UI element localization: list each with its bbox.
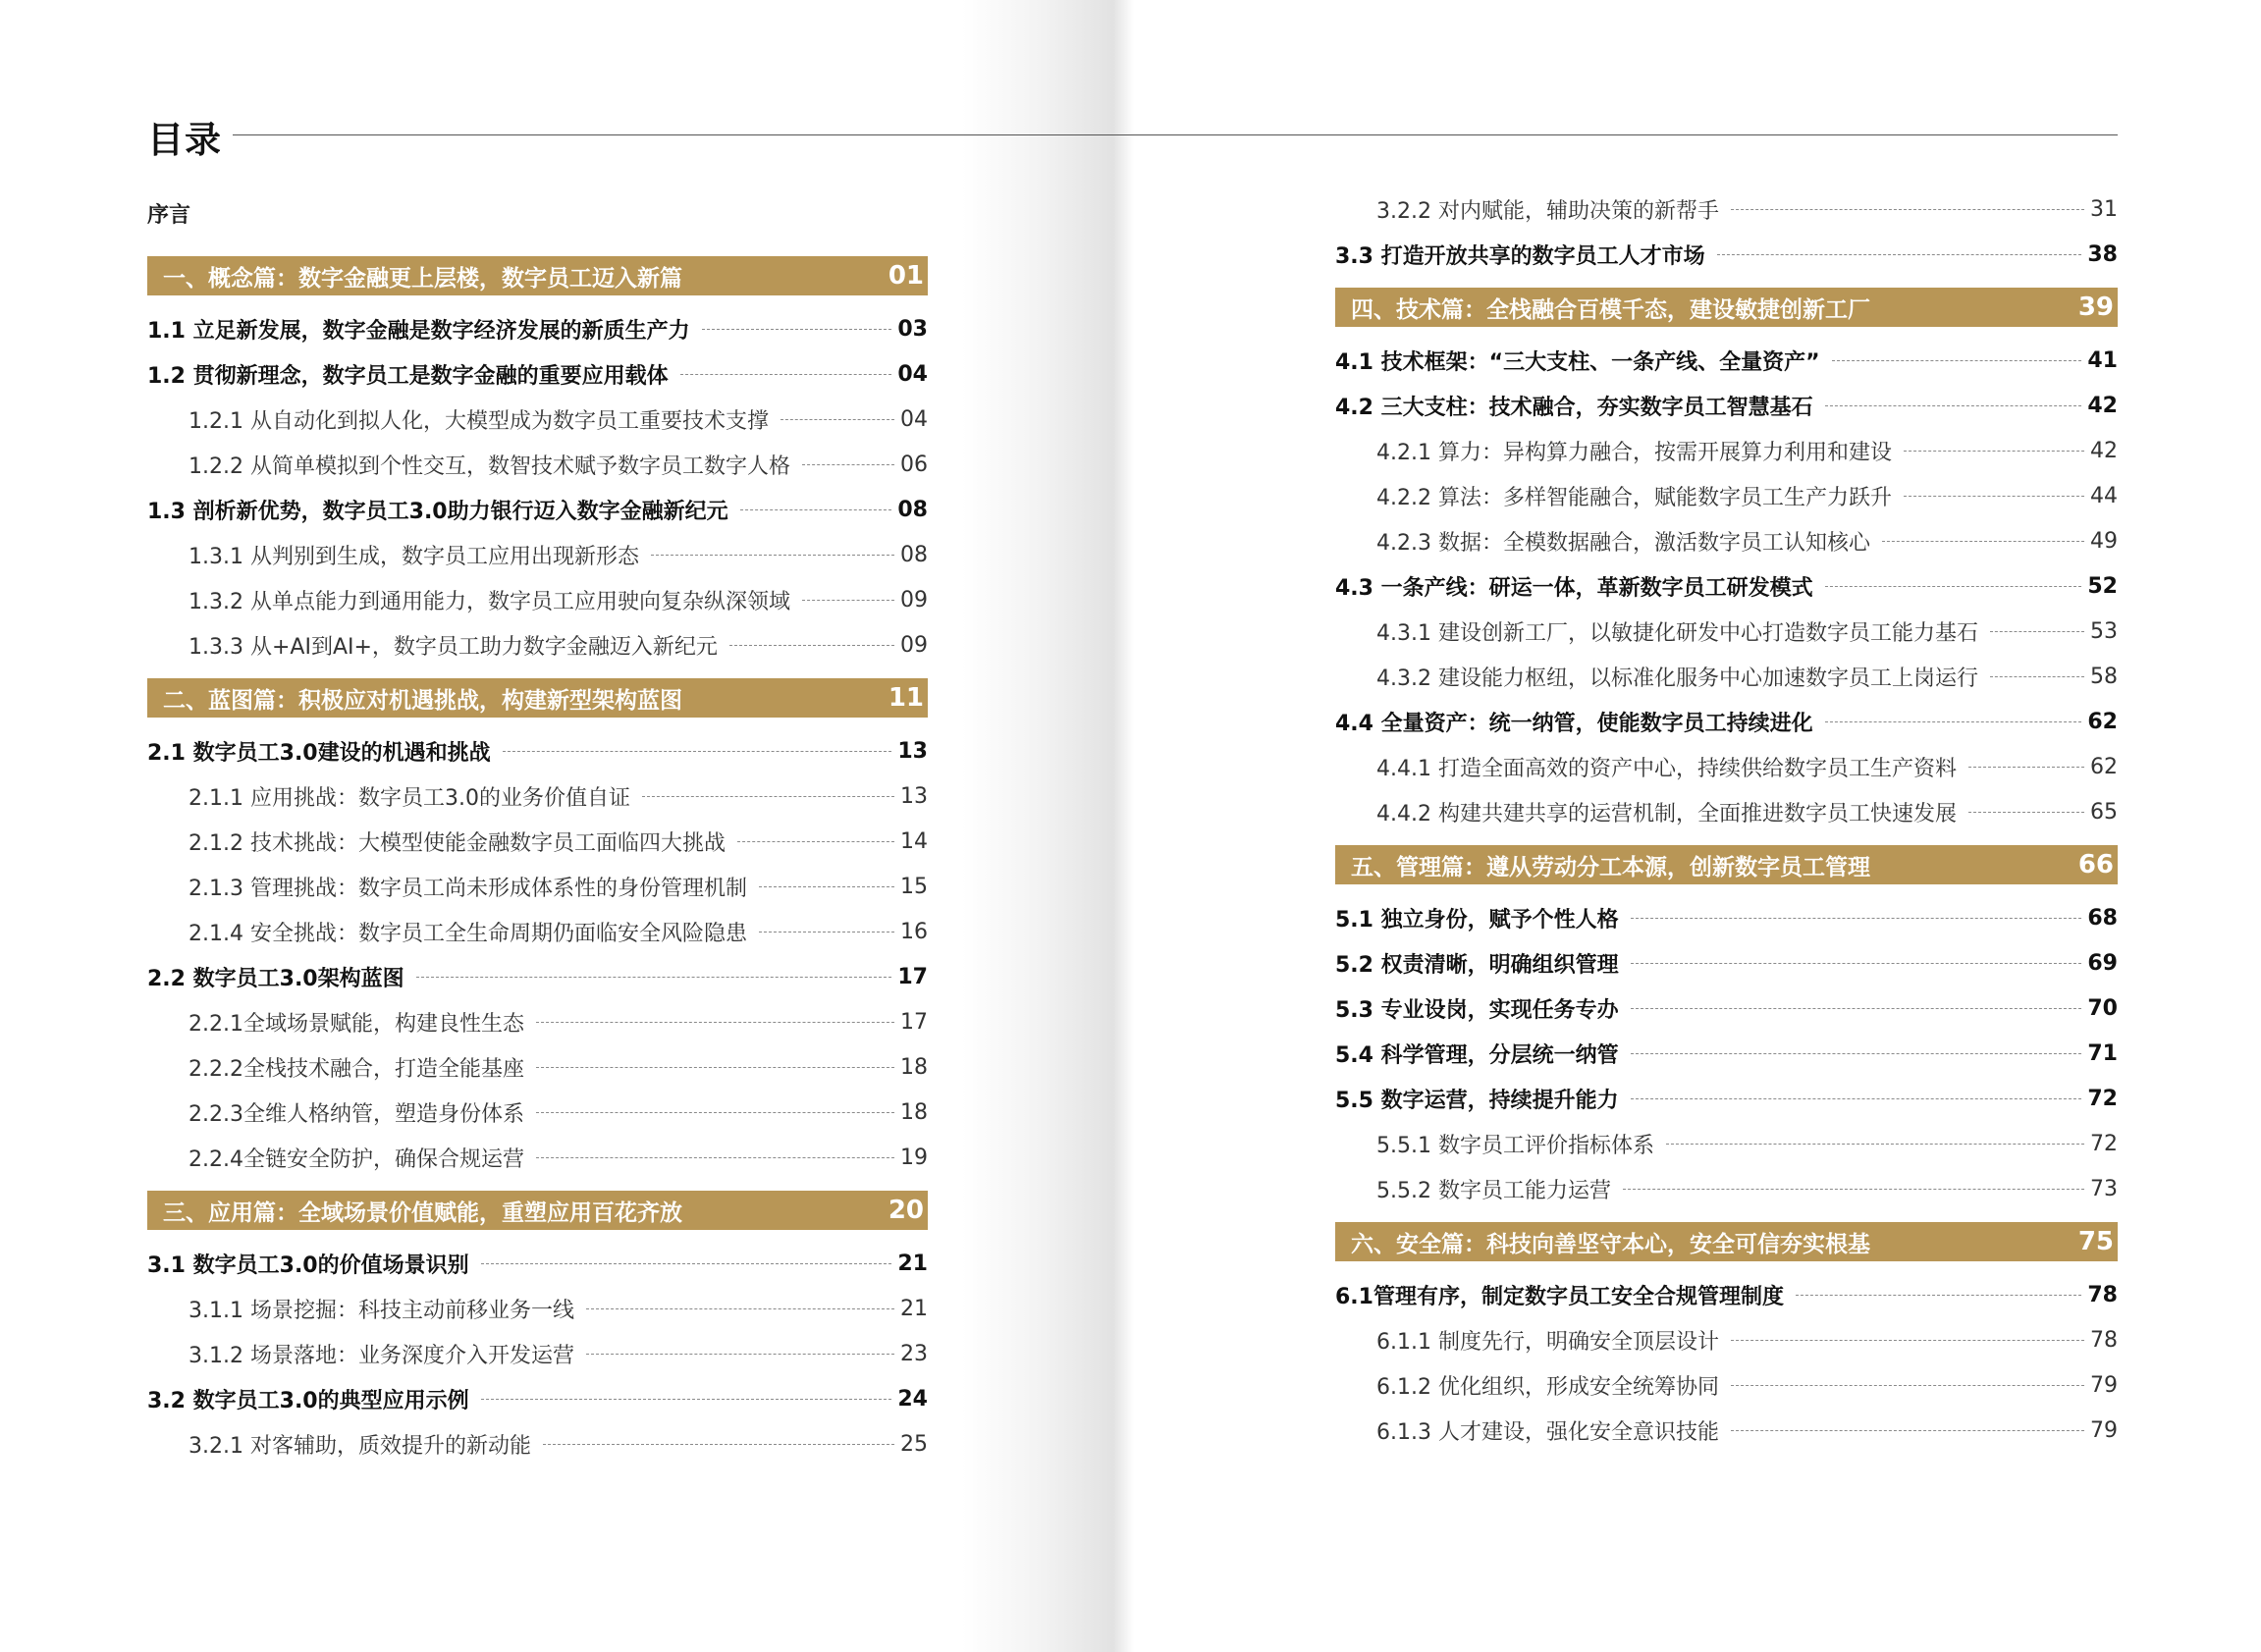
toc-chapter-band[interactable]	[1335, 288, 2118, 327]
toc-subsection-entry[interactable]	[147, 1286, 928, 1331]
toc-leader-dots	[1631, 963, 2082, 964]
toc-entry-title: 4.2.3 数据：全模数据融合，激活数字员工认知核心	[1376, 530, 1870, 556]
toc-entry-page: 17	[897, 964, 928, 989]
toc-entry-title: 2.1 数字员工3.0建设的机遇和挑战	[147, 740, 491, 766]
toc-leader-dots	[1631, 1053, 2082, 1054]
toc-section-entry[interactable]	[1335, 563, 2118, 609]
toc-entry-title: 6.1.2 优化组织，形成安全统筹协同	[1376, 1374, 1719, 1400]
toc-entry-page: 24	[897, 1386, 928, 1412]
toc-subsection-entry[interactable]	[1335, 1317, 2118, 1362]
toc-entry-page: 58	[2090, 664, 2118, 689]
toc-entry-page: 21	[897, 1251, 928, 1276]
toc-subsection-entry[interactable]	[1335, 473, 2118, 518]
toc-section-entry[interactable]	[1335, 1272, 2118, 1317]
toc-leader-dots	[680, 374, 892, 375]
toc-entry-title: 5.2 权责清晰，明确组织管理	[1335, 952, 1619, 978]
toc-leader-dots	[1731, 1340, 2084, 1341]
toc-chapter-title: 五、管理篇：遵从劳动分工本源，创新数字员工管理	[1351, 854, 1870, 880]
toc-entry-page: 06	[900, 452, 928, 477]
toc-subsection-entry[interactable]	[1335, 187, 2118, 232]
toc-section-entry[interactable]	[147, 1376, 928, 1421]
toc-entry-title: 4.3.2 建设能力枢纽，以标准化服务中心加速数字员工上岗运行	[1376, 666, 1978, 691]
toc-entry-title: 5.5.1 数字员工评价指标体系	[1376, 1133, 1654, 1158]
toc-subsection-entry[interactable]	[1335, 789, 2118, 834]
toc-entry-title: 5.5 数字运营，持续提升能力	[1335, 1088, 1619, 1113]
toc-entry-page: 38	[2087, 241, 2118, 267]
toc-entry-title: 4.2.1 算力：异构算力融合，按需开展算力利用和建设	[1376, 440, 1892, 465]
toc-entry-title: 5.1 独立身份，赋予个性人格	[1335, 907, 1619, 933]
toc-chapter-band[interactable]	[147, 256, 928, 295]
toc-leader-dots	[802, 600, 894, 601]
toc-leader-dots	[536, 1067, 894, 1068]
toc-leader-dots	[1717, 254, 2082, 255]
toc-entry-title: 5.5.2 数字员工能力运营	[1376, 1178, 1611, 1203]
toc-subsection-entry[interactable]	[147, 819, 928, 864]
toc-subsection-entry[interactable]	[1335, 1121, 2118, 1166]
toc-section-entry[interactable]	[147, 351, 928, 397]
toc-entry-page: 42	[2090, 438, 2118, 463]
toc-entry-title: 6.1.1 制度先行，明确安全顶层设计	[1376, 1329, 1719, 1355]
toc-leader-dots	[481, 1263, 892, 1264]
toc-entry-page: 41	[2087, 347, 2118, 373]
toc-entry-page: 69	[2087, 950, 2118, 976]
toc-leader-dots	[1623, 1189, 2084, 1190]
toc-entry-page: 71	[2087, 1040, 2118, 1066]
toc-leader-dots	[1825, 405, 2082, 406]
toc-entry-page: 68	[2087, 905, 2118, 931]
toc-entry-title: 5.4 科学管理，分层统一纳管	[1335, 1042, 1619, 1068]
toc-entry-title: 4.4.1 打造全面高效的资产中心，持续供给数字员工生产资料	[1376, 756, 1957, 781]
toc-entry-title: 2.1.3 管理挑战：数字员工尚未形成体系性的身份管理机制	[188, 876, 747, 901]
toc-leader-dots	[1990, 631, 2084, 632]
toc-leader-dots	[1666, 1144, 2084, 1145]
toc-entry-title: 1.3.1 从判别到生成，数字员工应用出现新形态	[188, 544, 639, 569]
toc-subsection-entry[interactable]	[147, 622, 928, 667]
toc-leader-dots	[642, 796, 894, 797]
toc-leader-dots	[1904, 496, 2084, 497]
toc-entry-page: 72	[2090, 1131, 2118, 1156]
toc-entry-page: 09	[900, 632, 928, 658]
toc-entry-page: 23	[900, 1341, 928, 1366]
toc-chapter-title: 六、安全篇：科技向善坚守本心，安全可信夯实根基	[1351, 1231, 1870, 1257]
toc-entry-title: 2.2.1全域场景赋能，构建良性生态	[188, 1011, 524, 1037]
toc-subsection-entry[interactable]	[147, 577, 928, 622]
toc-entry-title: 3.3 打造开放共享的数字员工人才市场	[1335, 243, 1705, 269]
toc-entry-title: 2.2 数字员工3.0架构蓝图	[147, 966, 404, 991]
toc-entry-page: 18	[900, 1099, 928, 1125]
toc-chapter-band[interactable]	[147, 678, 928, 718]
toc-entry-page: 03	[897, 316, 928, 342]
toc-subsection-entry[interactable]	[147, 999, 928, 1044]
toc-section-entry[interactable]	[147, 306, 928, 351]
toc-subsection-entry[interactable]	[1335, 428, 2118, 473]
toc-chapter-title: 四、技术篇：全栈融合百模千态，建设敏捷创新工厂	[1351, 296, 1870, 323]
toc-chapter-page: 01	[888, 261, 924, 291]
toc-section-entry[interactable]	[1335, 338, 2118, 383]
toc-leader-dots	[536, 1022, 894, 1023]
toc-entry-title: 2.1.1 应用挑战：数字员工3.0的业务价值自证	[188, 785, 630, 811]
toc-leader-dots	[1731, 1385, 2084, 1386]
toc-entry-page: 44	[2090, 483, 2118, 508]
toc-section-entry[interactable]	[147, 728, 928, 773]
toc-subsection-entry[interactable]	[1335, 1408, 2118, 1453]
toc-leader-dots	[1832, 360, 2082, 361]
toc-entry-page: 16	[900, 919, 928, 944]
toc-entry-title: 3.1.2 场景落地：业务深度介入开发运营	[188, 1343, 574, 1368]
toc-entry-title: 2.2.4全链安全防护，确保合规运营	[188, 1146, 524, 1172]
toc-entry-page: 53	[2090, 618, 2118, 644]
toc-chapter-band[interactable]	[1335, 1222, 2118, 1261]
toc-entry-page: 04	[897, 361, 928, 387]
toc-entry-title: 1.1 立足新发展，数字金融是数字经济发展的新质生产力	[147, 318, 690, 344]
toc-chapter-band[interactable]	[1335, 845, 2118, 884]
toc-entry-title: 6.1.3 人才建设，强化安全意识技能	[1376, 1419, 1719, 1445]
toc-leader-dots	[1825, 586, 2082, 587]
toc-entry-page: 65	[2090, 799, 2118, 825]
toc-subsection-entry[interactable]	[147, 1135, 928, 1180]
toc-section-entry[interactable]	[1335, 1031, 2118, 1076]
toc-entry-page: 78	[2087, 1282, 2118, 1307]
toc-leader-dots	[802, 464, 894, 465]
toc-leader-dots	[1968, 812, 2084, 813]
toc-section-entry[interactable]	[1335, 383, 2118, 428]
toc-entry-title: 2.2.3全维人格纳管，塑造身份体系	[188, 1101, 524, 1127]
toc-entry-page: 04	[900, 406, 928, 432]
toc-entry-title: 1.3.3 从+AI到AI+，数字员工助力数字金融迈入新纪元	[188, 634, 718, 660]
toc-entry-title: 4.2.2 算法：多样智能融合，赋能数字员工生产力跃升	[1376, 485, 1892, 510]
toc-subsection-entry[interactable]	[1335, 654, 2118, 699]
toc-subsection-entry[interactable]	[1335, 744, 2118, 789]
toc-leader-dots	[651, 555, 894, 556]
toc-entry-title: 6.1管理有序，制定数字员工安全合规管理制度	[1335, 1284, 1784, 1309]
toc-chapter-page: 66	[2077, 850, 2114, 879]
toc-leader-dots	[702, 329, 892, 330]
toc-entry-title: 3.2 数字员工3.0的典型应用示例	[147, 1388, 469, 1413]
toc-subsection-entry[interactable]	[147, 1090, 928, 1135]
toc-entry-title: 4.1 技术框架：“三大支柱、一条产线、全量资产”	[1335, 349, 1820, 375]
toc-left-column	[147, 187, 928, 1466]
toc-leader-dots	[586, 1354, 894, 1355]
toc-leader-dots	[536, 1157, 894, 1158]
toc-entry-title: 4.2 三大支柱：技术融合，夯实数字员工智慧基石	[1335, 395, 1813, 420]
toc-entry-page: 09	[900, 587, 928, 613]
toc-chapter-page: 75	[2077, 1227, 2114, 1256]
toc-leader-dots	[1631, 1008, 2082, 1009]
toc-leader-dots	[759, 932, 894, 933]
toc-entry-page: 31	[2090, 196, 2118, 222]
toc-leader-dots	[1631, 918, 2082, 919]
toc-entry-page: 42	[2087, 393, 2118, 418]
page-gutter-shadow	[962, 0, 1134, 1652]
toc-chapter-title: 一、概念篇：数字金融更上层楼，数字员工迈入新篇	[163, 265, 682, 292]
toc-subsection-entry[interactable]	[147, 442, 928, 487]
toc-subsection-entry[interactable]	[1335, 518, 2118, 563]
toc-entry-page: 62	[2087, 709, 2118, 734]
toc-entry-page: 13	[897, 738, 928, 764]
toc-section-entry[interactable]	[147, 1241, 928, 1286]
toc-section-entry[interactable]	[1335, 986, 2118, 1031]
toc-entry-title: 4.4 全量资产：统一纳管，使能数字员工持续进化	[1335, 711, 1813, 736]
toc-section-entry[interactable]	[1335, 940, 2118, 986]
toc-leader-dots	[781, 419, 894, 420]
toc-leader-dots	[1631, 1098, 2082, 1099]
toc-entry-title: 1.2.2 从简单模拟到个性交互，数智技术赋予数字员工数字人格	[188, 453, 790, 479]
toc-entry-page: 15	[900, 874, 928, 899]
toc-entry-page: 70	[2087, 995, 2118, 1021]
toc-chapter-title: 二、蓝图篇：积极应对机遇挑战，构建新型架构蓝图	[163, 687, 682, 714]
toc-leader-dots	[737, 841, 894, 842]
toc-entry-title: 4.4.2 构建共建共享的运营机制，全面推进数字员工快速发展	[1376, 801, 1957, 826]
toc-entry-page: 21	[900, 1296, 928, 1321]
toc-leader-dots	[729, 645, 894, 646]
toc-entry-page: 78	[2090, 1327, 2118, 1353]
toc-section-entry[interactable]	[1335, 232, 2118, 277]
toc-leader-dots	[740, 509, 892, 510]
toc-entry-page: 72	[2087, 1086, 2118, 1111]
toc-entry-title: 4.3 一条产线：研运一体，革新数字员工研发模式	[1335, 575, 1813, 601]
toc-subsection-entry[interactable]	[1335, 1362, 2118, 1408]
toc-section-entry[interactable]	[147, 954, 928, 999]
toc-leader-dots	[416, 977, 892, 978]
toc-leader-dots	[1731, 1430, 2084, 1431]
toc-entry-page: 52	[2087, 573, 2118, 599]
toc-leader-dots	[1796, 1295, 2081, 1296]
toc-right-column	[1335, 187, 2118, 1453]
toc-entry-title: 3.1 数字员工3.0的价值场景识别	[147, 1252, 469, 1278]
page-title: 目录	[147, 119, 222, 161]
toc-entry-title: 3.2.1 对客辅助，质效提升的新动能	[188, 1433, 531, 1459]
toc-leader-dots	[481, 1399, 892, 1400]
toc-leader-dots	[759, 886, 894, 887]
toc-subsection-entry[interactable]	[147, 1044, 928, 1090]
toc-chapter-band[interactable]	[147, 1191, 928, 1230]
toc-subsection-entry[interactable]	[147, 397, 928, 442]
title-rule	[233, 134, 2118, 135]
toc-leader-dots	[1968, 767, 2084, 768]
toc-entry-page: 19	[900, 1145, 928, 1170]
toc-entry-page: 79	[2090, 1372, 2118, 1398]
toc-chapter-page: 20	[888, 1196, 924, 1225]
toc-section-entry[interactable]	[147, 487, 928, 532]
toc-subsection-entry[interactable]	[1335, 609, 2118, 654]
toc-entry-title: 1.3.2 从单点能力到通用能力，数字员工应用驶向复杂纵深领域	[188, 589, 790, 614]
toc-entry-title: 3.1.1 场景挖掘：科技主动前移业务一线	[188, 1298, 574, 1323]
toc-leader-dots	[1904, 451, 2084, 452]
toc-entry-page: 73	[2090, 1176, 2118, 1201]
toc-entry-page: 49	[2090, 528, 2118, 554]
toc-section-entry[interactable]	[1335, 1076, 2118, 1121]
toc-leader-dots	[1825, 721, 2082, 722]
toc-subsection-entry[interactable]	[147, 773, 928, 819]
toc-entry-title: 3.2.2 对内赋能，辅助决策的新帮手	[1376, 198, 1719, 224]
toc-entry-page: 14	[900, 828, 928, 854]
toc-entry-page: 18	[900, 1054, 928, 1080]
toc-entry-title: 2.1.2 技术挑战：大模型使能金融数字员工面临四大挑战	[188, 830, 726, 856]
toc-entry-title: 5.3 专业设岗，实现任务专办	[1335, 997, 1619, 1023]
toc-entry-title: 4.3.1 建设创新工厂，以敏捷化研发中心打造数字员工能力基石	[1376, 620, 1978, 646]
toc-leader-dots	[1990, 676, 2084, 677]
toc-entry-page: 08	[900, 542, 928, 567]
toc-leader-dots	[536, 1112, 894, 1113]
toc-leader-dots	[586, 1308, 894, 1309]
toc-entry-title: 2.2.2全栈技术融合，打造全能基座	[188, 1056, 524, 1082]
toc-preface[interactable]: 序言	[147, 203, 191, 228]
toc-leader-dots	[1882, 541, 2084, 542]
toc-entry-page: 25	[900, 1431, 928, 1457]
toc-entry-title: 1.2 贯彻新理念，数字员工是数字金融的重要应用载体	[147, 363, 669, 389]
toc-subsection-entry[interactable]	[147, 532, 928, 577]
toc-chapter-title: 三、应用篇：全域场景价值赋能，重塑应用百花齐放	[163, 1199, 682, 1226]
toc-entry-page: 79	[2090, 1417, 2118, 1443]
toc-section-entry[interactable]	[1335, 699, 2118, 744]
toc-subsection-entry[interactable]	[147, 864, 928, 909]
toc-leader-dots	[503, 751, 892, 752]
toc-entry-title: 2.1.4 安全挑战：数字员工全生命周期仍面临安全风险隐患	[188, 921, 747, 946]
toc-chapter-page: 39	[2077, 293, 2114, 322]
toc-subsection-entry[interactable]	[147, 1421, 928, 1466]
toc-entry-page: 62	[2090, 754, 2118, 779]
toc-entry-page: 13	[900, 783, 928, 809]
toc-entry-title: 1.3 剖析新优势，数字员工3.0助力银行迈入数字金融新纪元	[147, 499, 728, 524]
toc-subsection-entry[interactable]	[147, 909, 928, 954]
toc-leader-dots	[543, 1444, 894, 1445]
toc-section-entry[interactable]	[1335, 895, 2118, 940]
toc-leader-dots	[1731, 209, 2084, 210]
toc-entry-title: 1.2.1 从自动化到拟人化，大模型成为数字员工重要技术支撑	[188, 408, 769, 434]
toc-subsection-entry[interactable]	[1335, 1166, 2118, 1211]
toc-entry-page: 08	[897, 497, 928, 522]
toc-subsection-entry[interactable]	[147, 1331, 928, 1376]
toc-chapter-page: 11	[888, 683, 924, 713]
toc-entry-page: 17	[900, 1009, 928, 1035]
